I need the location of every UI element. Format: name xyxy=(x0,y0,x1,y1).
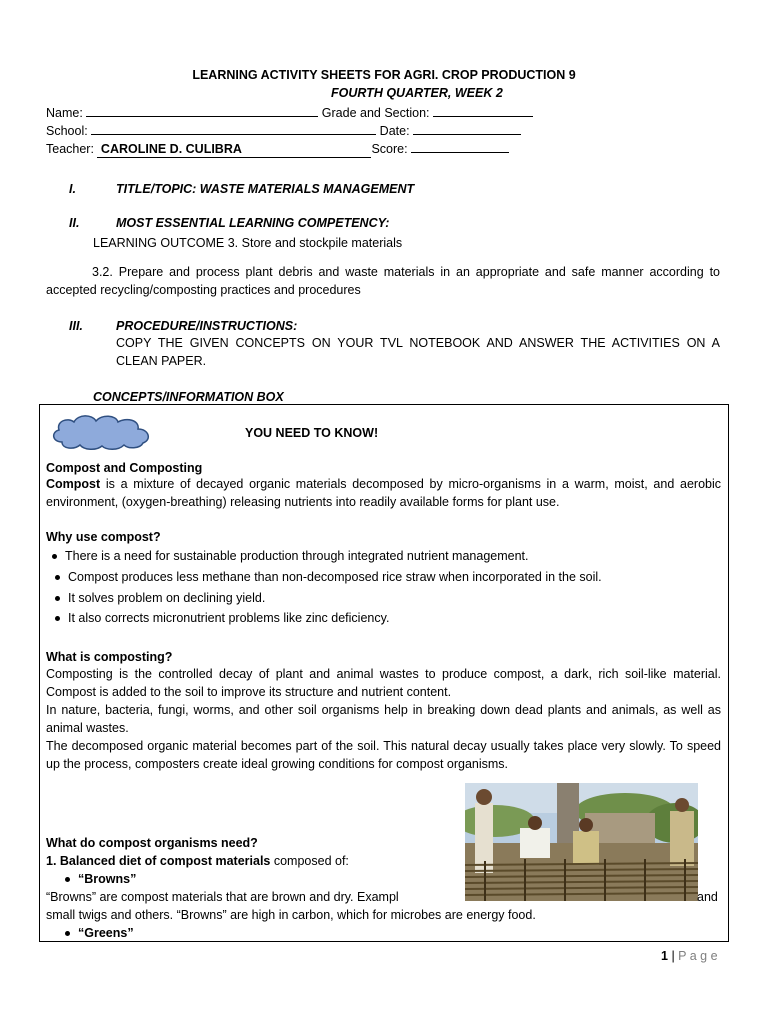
page-footer xyxy=(661,948,718,964)
section-3-title: PROCEDURE/INSTRUCTIONS: xyxy=(116,319,298,333)
browns-list-item xyxy=(65,871,136,887)
needs-item-1 xyxy=(46,853,349,869)
browns-line-1-start: “Browns” are compost materials that are brown and dry. Exampl xyxy=(46,890,399,904)
why-heading: Why use compost? xyxy=(46,530,161,544)
teacher-value: CAROLINE D. CULIBRA xyxy=(100,142,242,156)
learning-outcome: LEARNING OUTCOME 3. Store and stockpile materials xyxy=(93,236,403,250)
date-blank xyxy=(413,121,521,135)
what-heading: What is composting? xyxy=(46,650,173,664)
teacher-label: Teacher: xyxy=(46,142,94,156)
needs-item-1-rest: composed of: xyxy=(270,854,349,868)
bullet-icon xyxy=(55,596,60,601)
cloud-icon xyxy=(48,412,156,452)
greens-label: “Greens” xyxy=(78,926,134,940)
composting-photo xyxy=(465,783,698,901)
what-paragraph-2: In nature, bacteria, fungi, worms, and other soil organisms help in breaking down dead plants and animals, as well as animal wastes. xyxy=(46,703,721,735)
browns-line-1-end: and xyxy=(697,890,718,904)
bullet-icon xyxy=(55,616,60,621)
why-item-text: Compost produces less methane than non-decomposed rice straw when incorporated in the soil. xyxy=(68,570,602,584)
bullet-icon xyxy=(65,931,70,936)
document-title: LEARNING ACTIVITY SHEETS FOR AGRI. CROP PRODUCTION 9 xyxy=(192,68,576,82)
school-blank xyxy=(91,121,376,135)
browns-line-2: small twigs and others. “Browns” are high in carbon, which for microbes are energy food. xyxy=(46,908,536,922)
page-word: P a g e xyxy=(678,949,718,963)
bullet-icon xyxy=(52,554,57,559)
what-paragraph-3: The decomposed organic material becomes part of the soil. This natural decay usually takes place very slowly. To speed up the process, composters create ideal growing conditions for compost organisms. xyxy=(46,739,721,771)
why-list-item xyxy=(55,569,602,585)
page-separator: | xyxy=(671,949,675,963)
section-2-title: MOST ESSENTIAL LEARNING COMPETENCY: xyxy=(116,216,390,230)
school-label: School: xyxy=(46,124,88,138)
compost-term: Compost xyxy=(46,477,101,491)
name-blank xyxy=(86,103,318,117)
score-blank xyxy=(411,139,509,153)
why-item-text: There is a need for sustainable production through integrated nutrient management. xyxy=(65,549,529,563)
section-3-number: III. xyxy=(69,319,83,333)
what-paragraph-1: Composting is the controlled decay of plant and animal wastes to produce compost, a dark, rich soil-like material. Compost is added to the soil to improve its structure and nutrient content. xyxy=(46,667,721,699)
page-number: 1 xyxy=(661,949,668,963)
needs-item-1-bold: 1. Balanced diet of compost materials xyxy=(46,854,271,868)
score-label: Score: xyxy=(371,142,408,156)
document-subtitle: FOURTH QUARTER, WEEK 2 xyxy=(331,86,503,100)
date-label: Date: xyxy=(379,124,410,138)
bullet-icon xyxy=(55,575,60,580)
compost-heading: Compost and Composting xyxy=(46,461,203,475)
name-label: Name: xyxy=(46,106,83,120)
why-item-text: It solves problem on declining yield. xyxy=(68,591,266,605)
greens-list-item xyxy=(65,925,134,941)
school-row xyxy=(46,121,521,139)
compost-definition-text: is a mixture of decayed organic materials decomposed by micro-organisms in a warm, moist, and aerobic environment, (oxygen-breathing) releasing nutrients into readily available forms for plant use. xyxy=(46,477,721,509)
name-row xyxy=(46,103,533,121)
competency-detail: 3.2. Prepare and process plant debris and waste materials in an appropriate and safe manner according to accepted recycling/composting practices and procedures xyxy=(46,265,720,297)
section-2-number: II. xyxy=(69,216,80,230)
concepts-box-label: CONCEPTS/INFORMATION BOX xyxy=(93,390,284,404)
procedure-text: COPY THE GIVEN CONCEPTS ON YOUR TVL NOTEBOOK AND ANSWER THE ACTIVITIES ON A CLEAN PAPER. xyxy=(116,336,720,368)
why-list-item xyxy=(52,548,529,564)
teacher-row xyxy=(46,139,509,158)
grade-blank xyxy=(433,103,533,117)
why-list-item xyxy=(55,610,389,626)
bullet-icon xyxy=(65,877,70,882)
why-list-item xyxy=(55,590,265,606)
section-1-title: TITLE/TOPIC: WASTE MATERIALS MANAGEMENT xyxy=(116,182,415,196)
teacher-field xyxy=(97,141,371,158)
browns-label: “Browns” xyxy=(78,872,137,886)
needs-heading: What do compost organisms need? xyxy=(46,836,258,850)
why-item-text: It also corrects micronutrient problems like zinc deficiency. xyxy=(68,611,390,625)
grade-label: Grade and Section: xyxy=(321,106,430,120)
section-1-number: I. xyxy=(69,182,76,196)
you-need-to-know-heading: YOU NEED TO KNOW! xyxy=(245,426,379,440)
compost-definition xyxy=(46,475,721,511)
